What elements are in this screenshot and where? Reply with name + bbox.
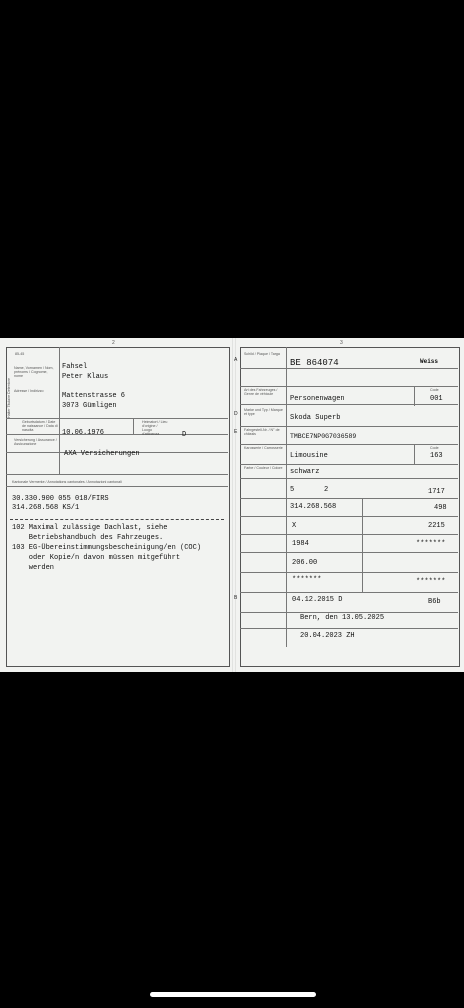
holder-street: Mattenstrasse 6	[62, 392, 126, 400]
note-102-line-1: 102 Maximal zulässige Dachlast, siehe	[12, 524, 168, 532]
expiry-date: 20.04.2023 ZH	[300, 632, 355, 640]
center-fold	[232, 338, 236, 672]
plate-label: Schild / Plaque / Targa	[244, 352, 280, 356]
page-number-right: 3	[340, 340, 343, 346]
annotation-line-2: 314.268.568 KS/1	[12, 504, 80, 512]
row-letter-a: A	[234, 357, 238, 363]
license-plate: BE 864074	[290, 358, 339, 368]
holder-side-label: Halter Titulaire Detentore	[7, 378, 11, 418]
row-letter-d: D	[234, 411, 238, 417]
holder-surname: Fahsel	[62, 363, 88, 371]
emission-code: B6b	[428, 598, 441, 606]
trailer-load-2: *******	[416, 578, 446, 586]
page-number-left: 2	[112, 340, 115, 346]
row-letter-e: E	[234, 429, 238, 435]
total-weight: 2215	[428, 522, 445, 530]
vehicle-vin: TMBCE7NP0G7036589	[290, 433, 357, 440]
address-label: Adresse / Indirizzo	[14, 389, 44, 393]
row-letter-b: B	[234, 595, 238, 601]
seats-front: 2	[324, 486, 329, 494]
payload: 498	[434, 504, 447, 512]
brand-label: Marke und Typ / Marque et type	[244, 408, 283, 416]
trailer-load: *******	[292, 576, 322, 584]
insurance-label: Versicherung / Assurance / Assicurazione	[14, 438, 57, 446]
note-103-line-3: werden	[12, 564, 55, 572]
birthdate-label: Geburtsdatum / Date de naissance / Data di nascita	[22, 420, 58, 432]
train-weight: *******	[416, 540, 446, 548]
vin-label: Fahrgestell-Nr. / N° de châssis	[244, 428, 280, 436]
cantonal-annotations-header: Kantonale Vermerke / Annotations cantonales / Annotazioni cantonali	[12, 480, 122, 484]
body-label: Karosserie / Carrosserie	[244, 446, 283, 450]
approval-number: 314.268.568	[290, 503, 337, 511]
vehicle-body: Limousine	[290, 452, 328, 460]
plate-color: Weiss	[420, 358, 439, 365]
home-indicator[interactable]	[150, 992, 316, 997]
holder-given-names: Peter Klaus	[62, 373, 109, 381]
displacement: 1984	[292, 540, 309, 548]
vehicle-color: schwarz	[290, 468, 320, 476]
note-102-line-2: Betriebshandbuch des Fahrzeuges.	[12, 534, 164, 542]
name-label: Name, Vornamen / Nom, prénoms / Cognome, nome	[14, 366, 54, 378]
vehicle-brand: Skoda Superb	[290, 414, 341, 422]
empty-weight: 1717	[428, 488, 445, 496]
vehicle-body-code: 163	[430, 452, 443, 460]
body-code-label: Code	[430, 446, 439, 450]
vehicle-kind: Personenwagen	[290, 395, 345, 403]
note-103-line-2: oder Kopie/n davon müssen mitgeführt	[12, 554, 181, 562]
holder-insurance: AXA Versicherungen	[64, 450, 140, 458]
kind-label: Art des Fahrzeuges / Genre de véhicule	[244, 388, 278, 396]
holder-city: 3073 Gümligen	[62, 402, 117, 410]
seats: 5	[290, 486, 295, 494]
holder-origin: D	[182, 431, 187, 439]
power: 206.00	[292, 559, 318, 567]
vehicle-registration-document	[0, 338, 464, 672]
category: X	[292, 522, 297, 530]
color-label: Farbe / Couleur / Colore	[244, 466, 283, 470]
form-id: 85-45	[15, 352, 25, 356]
kind-code-label: Code	[430, 388, 439, 392]
vehicle-kind-code: 001	[430, 395, 443, 403]
annotation-line-1: 30.330.900 055 018/FIRS	[12, 495, 109, 503]
holder-birthdate: 10.06.1976	[62, 429, 105, 437]
origin-label: Heimatort / Lieu d'origine / Luogo d'attinenza	[142, 420, 168, 436]
first-registration: 04.12.2015 D	[292, 596, 343, 604]
note-103-line-1: 103 EG-Übereinstimmungsbescheinigung/en (COC)	[12, 544, 202, 552]
issue-place-date: Bern, den 13.05.2025	[300, 614, 385, 622]
